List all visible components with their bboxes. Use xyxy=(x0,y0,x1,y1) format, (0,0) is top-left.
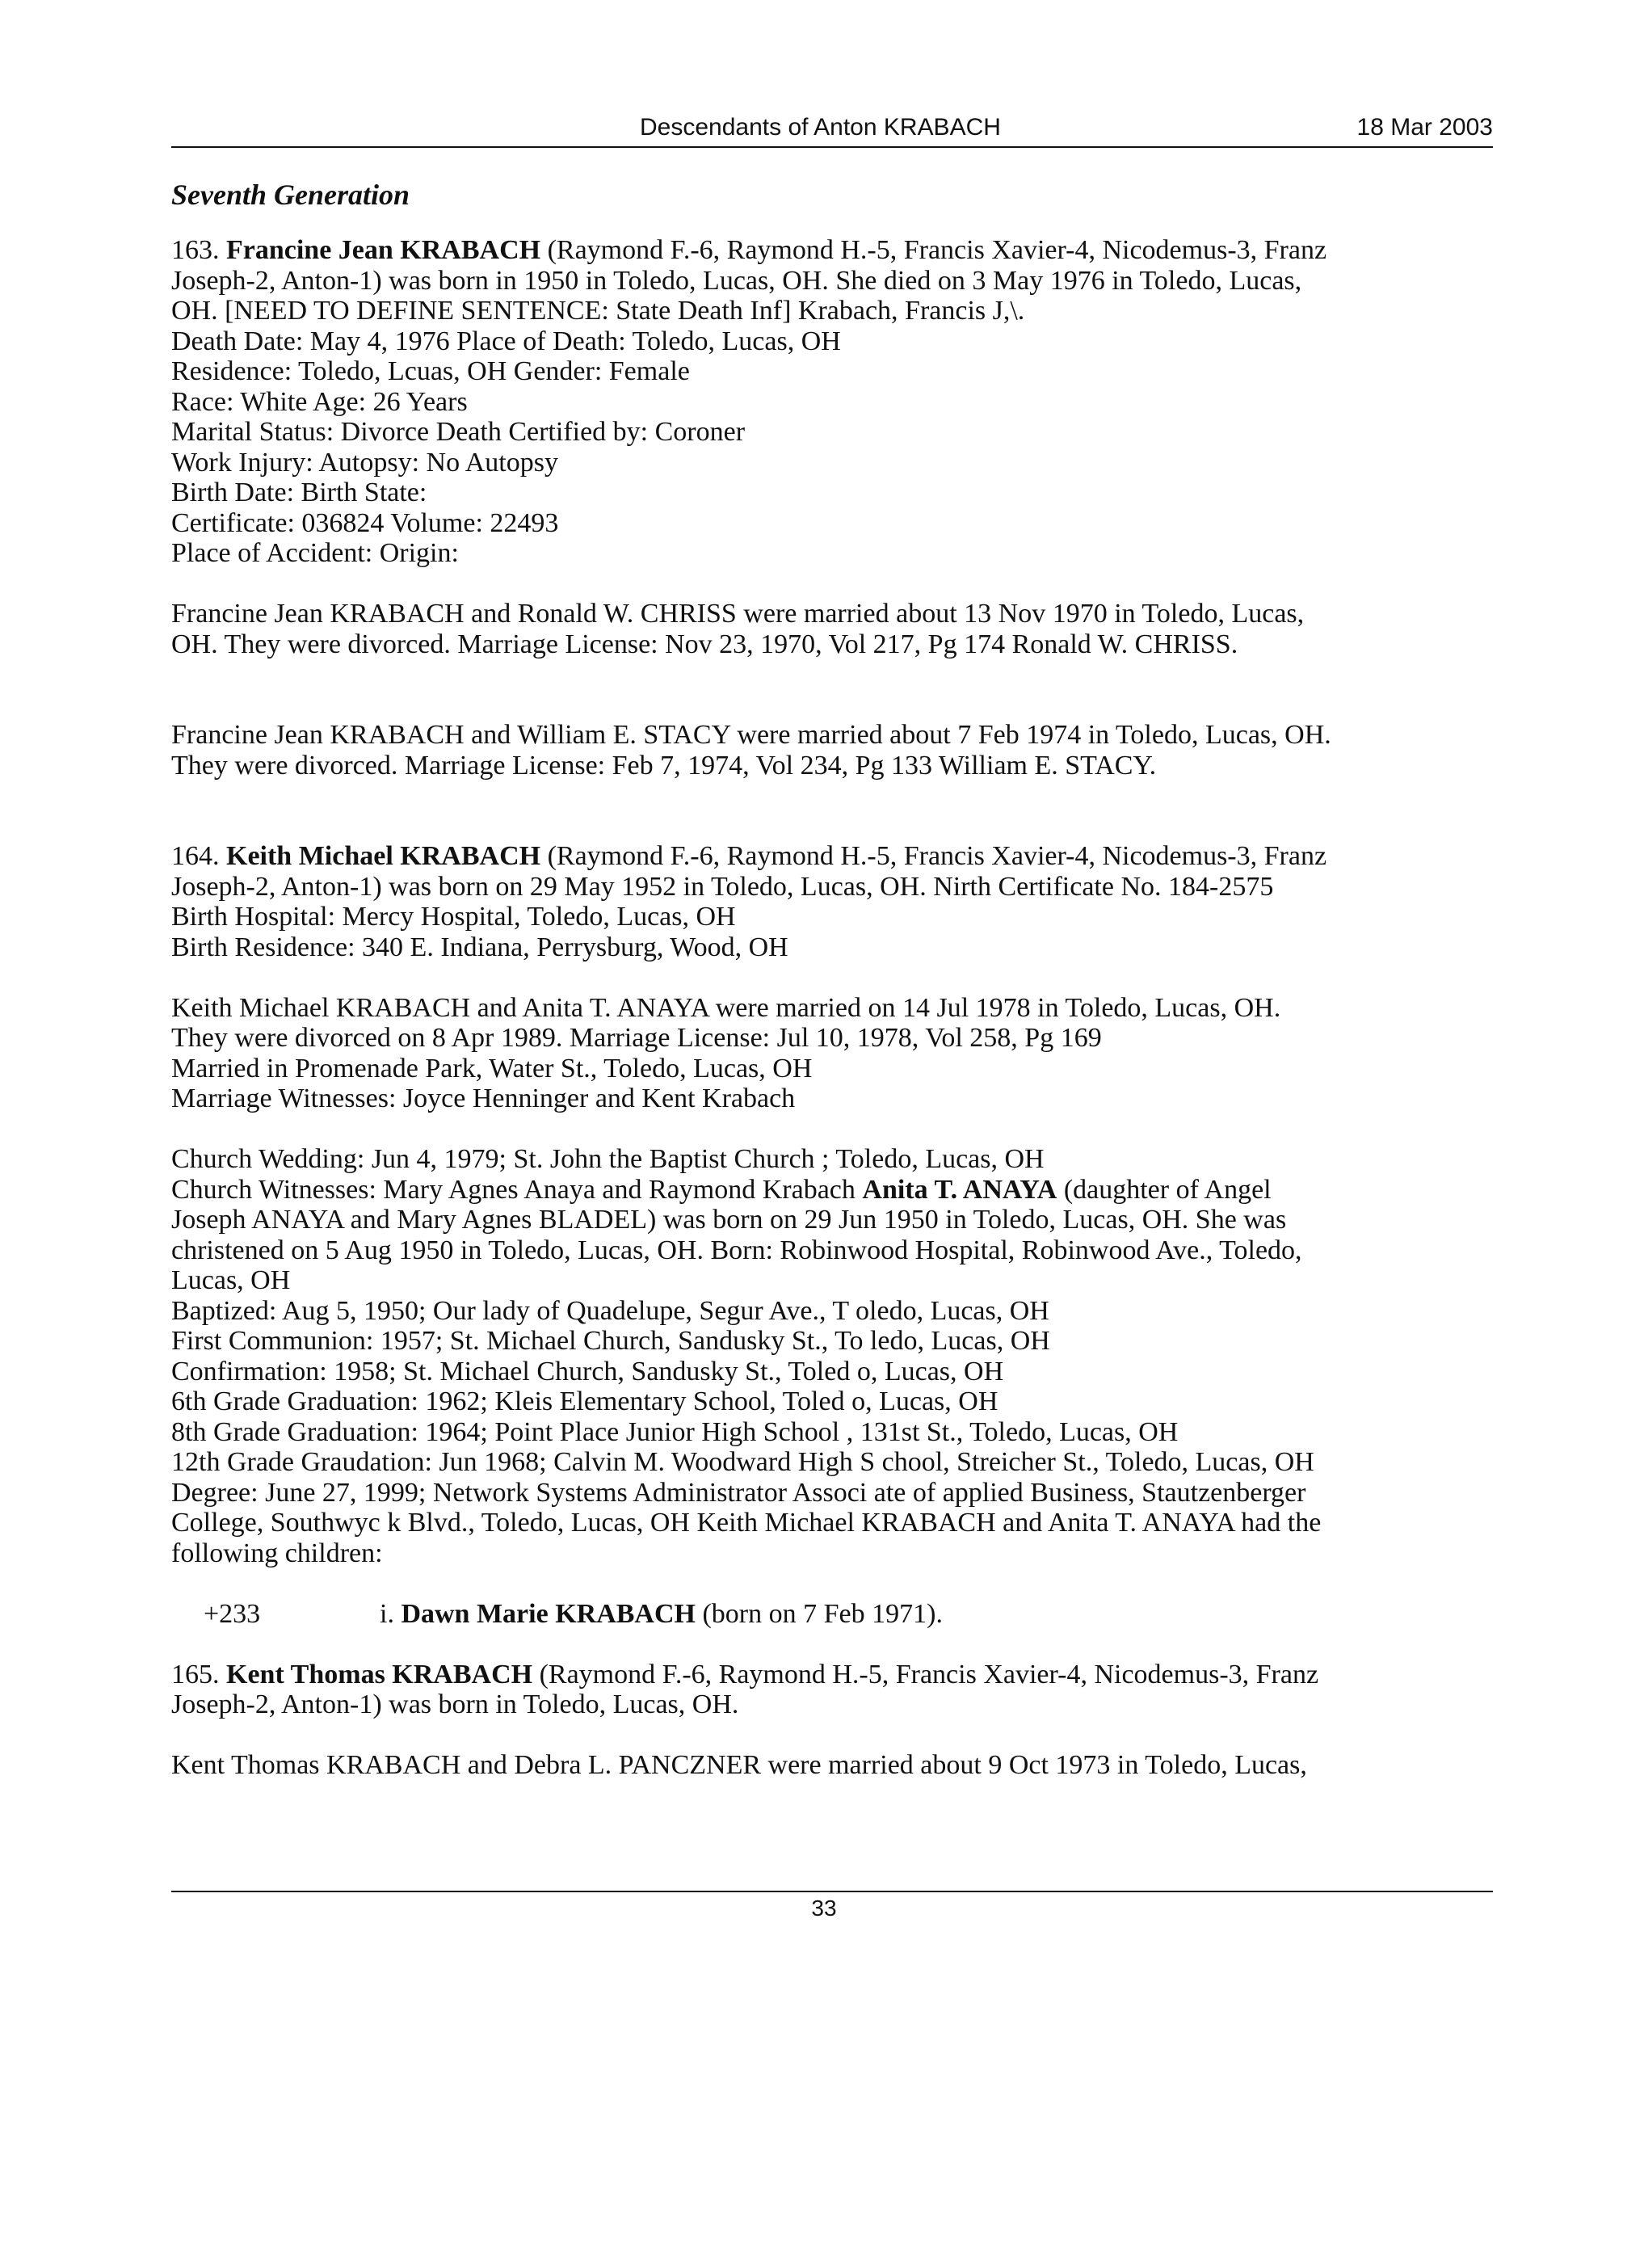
text-line: Birth Date: Birth State: xyxy=(171,478,427,507)
entry-163-heading xyxy=(171,235,1496,266)
header-title: Descendants of Anton KRABACH xyxy=(640,114,1001,141)
lineage-text: (Raymond F.-6, Raymond H.-5, Francis Xavier-4, Nicodemus-3, Franz xyxy=(540,235,1327,265)
child-name: Dawn Marie KRABACH xyxy=(401,1598,696,1629)
entry-number: 163. xyxy=(171,235,226,265)
text-line: Church Wedding: Jun 4, 1979; St. John the Baptist Church ; Toledo, Lucas, OH xyxy=(171,1144,1045,1174)
marriage-line: Francine Jean KRABACH and Ronald W. CHRISS were married about 13 Nov 1970 in Toledo, Lucas, xyxy=(171,599,1305,629)
marriage-line: Keith Michael KRABACH and Anita T. ANAYA were married on 14 Jul 1978 in Toledo, Lucas, OH. xyxy=(171,992,1281,1023)
text-line: 6th Grade Graduation: 1962; Kleis Elementary School, Toled o, Lucas, OH xyxy=(171,1386,998,1416)
text-line: First Communion: 1957; St. Michael Church, Sandusky St., To ledo, Lucas, OH xyxy=(171,1326,1050,1356)
entry-164-heading xyxy=(171,841,1496,872)
text-line: Marital Status: Divorce Death Certified by: Coroner xyxy=(171,417,746,447)
text-line: Joseph-2, Anton-1) was born in 1950 in Toledo, Lucas, OH. She died on 3 May 1976 in Toledo, Lucas, xyxy=(171,265,1302,296)
text-line: 12th Grade Graudation: Jun 1968; Calvin M. Woodward High S chool, Streicher St., Toledo, Lucas, OH xyxy=(171,1447,1314,1477)
page-number: 33 xyxy=(811,1896,837,1921)
person-name: Kent Thomas KRABACH xyxy=(226,1659,533,1689)
section-title: Seventh Generation xyxy=(171,179,410,211)
text-line: Race: White Age: 26 Years xyxy=(171,386,468,417)
entry-number: 164. xyxy=(171,841,226,871)
text-line: Birth Residence: 340 E. Indiana, Perrysburg, Wood, OH xyxy=(171,932,788,962)
page-header xyxy=(171,111,1493,148)
text-line: Residence: Toledo, Lcuas, OH Gender: Female xyxy=(171,356,690,386)
spouse-heading xyxy=(171,1175,1496,1206)
text-line: Joseph-2, Anton-1) was born on 29 May 1952 in Toledo, Lucas, OH. Nirth Certificate No. 184-2575 xyxy=(171,871,1274,902)
text-segment: Church Witnesses: Mary Agnes Anaya and Raymond Krabach xyxy=(171,1174,863,1205)
text-line: Work Injury: Autopsy: No Autopsy xyxy=(171,447,558,478)
text-line: Joseph-2, Anton-1) was born in Toledo, Lucas, OH. xyxy=(171,1689,739,1719)
marriage-line: Kent Thomas KRABACH and Debra L. PANCZNER were married about 9 Oct 1973 in Toledo, Lucas, xyxy=(171,1750,1307,1780)
marriage-line: OH. They were divorced. Marriage License: Nov 23, 1970, Vol 217, Pg 174 Ronald W. CHRISS. xyxy=(171,629,1238,659)
header-date: 18 Mar 2003 xyxy=(1356,114,1493,141)
text-line: christened on 5 Aug 1950 in Toledo, Lucas, OH. Born: Robinwood Hospital, Robinwood Ave., Toledo, xyxy=(171,1235,1302,1265)
text-line: Place of Accident: Origin: xyxy=(171,538,459,568)
person-name: Francine Jean KRABACH xyxy=(226,235,541,265)
text-line: Degree: June 27, 1999; Network Systems Administrator Associ ate of applied Business, Stautzenberger xyxy=(171,1477,1306,1508)
text-line: College, Southwyc k Blvd., Toledo, Lucas, OH Keith Michael KRABACH and Anita T. ANAYA had the xyxy=(171,1508,1322,1538)
person-name: Anita T. ANAYA xyxy=(862,1174,1057,1205)
text-line: following children: xyxy=(171,1538,383,1568)
lineage-text: (Raymond F.-6, Raymond H.-5, Francis Xavier-4, Nicodemus-3, Franz xyxy=(540,841,1327,871)
lineage-text: (Raymond F.-6, Raymond H.-5, Francis Xavier-4, Nicodemus-3, Franz xyxy=(532,1659,1319,1689)
marriage-line: They were divorced. Marriage License: Feb 7, 1974, Vol 234, Pg 133 William E. STACY. xyxy=(171,750,1157,781)
text-line: Confirmation: 1958; St. Michael Church, Sandusky St., Toled o, Lucas, OH xyxy=(171,1356,1004,1386)
text-line: Birth Hospital: Mercy Hospital, Toledo, Lucas, OH xyxy=(171,902,736,932)
text-line: Lucas, OH xyxy=(171,1265,291,1295)
text-segment: (daughter of Angel xyxy=(1057,1174,1272,1205)
document-body xyxy=(171,235,1496,1781)
text-line: Death Date: May 4, 1976 Place of Death: Toledo, Lucas, OH xyxy=(171,326,841,356)
text-line: Joseph ANAYA and Mary Agnes BLADEL) was born on 29 Jun 1950 in Toledo, Lucas, OH. She was xyxy=(171,1205,1287,1235)
entry-number: 165. xyxy=(171,1659,226,1689)
person-name: Keith Michael KRABACH xyxy=(226,841,541,871)
marriage-line: Marriage Witnesses: Joyce Henninger and Kent Krabach xyxy=(171,1084,796,1113)
marriage-line: Married in Promenade Park, Water St., Toledo, Lucas, OH xyxy=(171,1053,813,1084)
child-birth: (born on 7 Feb 1971). xyxy=(695,1598,943,1629)
marriage-line: Francine Jean KRABACH and William E. STACY were married about 7 Feb 1974 in Toledo, Lucas, OH. xyxy=(171,720,1331,750)
entry-165-heading xyxy=(171,1660,1496,1690)
text-line: Certificate: 036824 Volume: 22493 xyxy=(171,507,559,538)
marriage-line: They were divorced on 8 Apr 1989. Marriage License: Jul 10, 1978, Vol 258, Pg 169 xyxy=(171,1023,1102,1053)
child-entry xyxy=(171,1599,1496,1630)
text-line: OH. [NEED TO DEFINE SENTENCE: State Death Inf] Krabach, Francis J,\. xyxy=(171,296,1025,326)
text-line: 8th Grade Graduation: 1964; Point Place Junior High School , 131st St., Toledo, Lucas, OH xyxy=(171,1416,1179,1447)
child-roman: i. xyxy=(380,1598,401,1629)
footer-rule xyxy=(171,1891,1493,1892)
child-detail xyxy=(380,1599,943,1630)
text-line: Baptized: Aug 5, 1950; Our lady of Quadelupe, Segur Ave., T oledo, Lucas, OH xyxy=(171,1295,1049,1326)
child-number: +233 xyxy=(204,1598,261,1629)
